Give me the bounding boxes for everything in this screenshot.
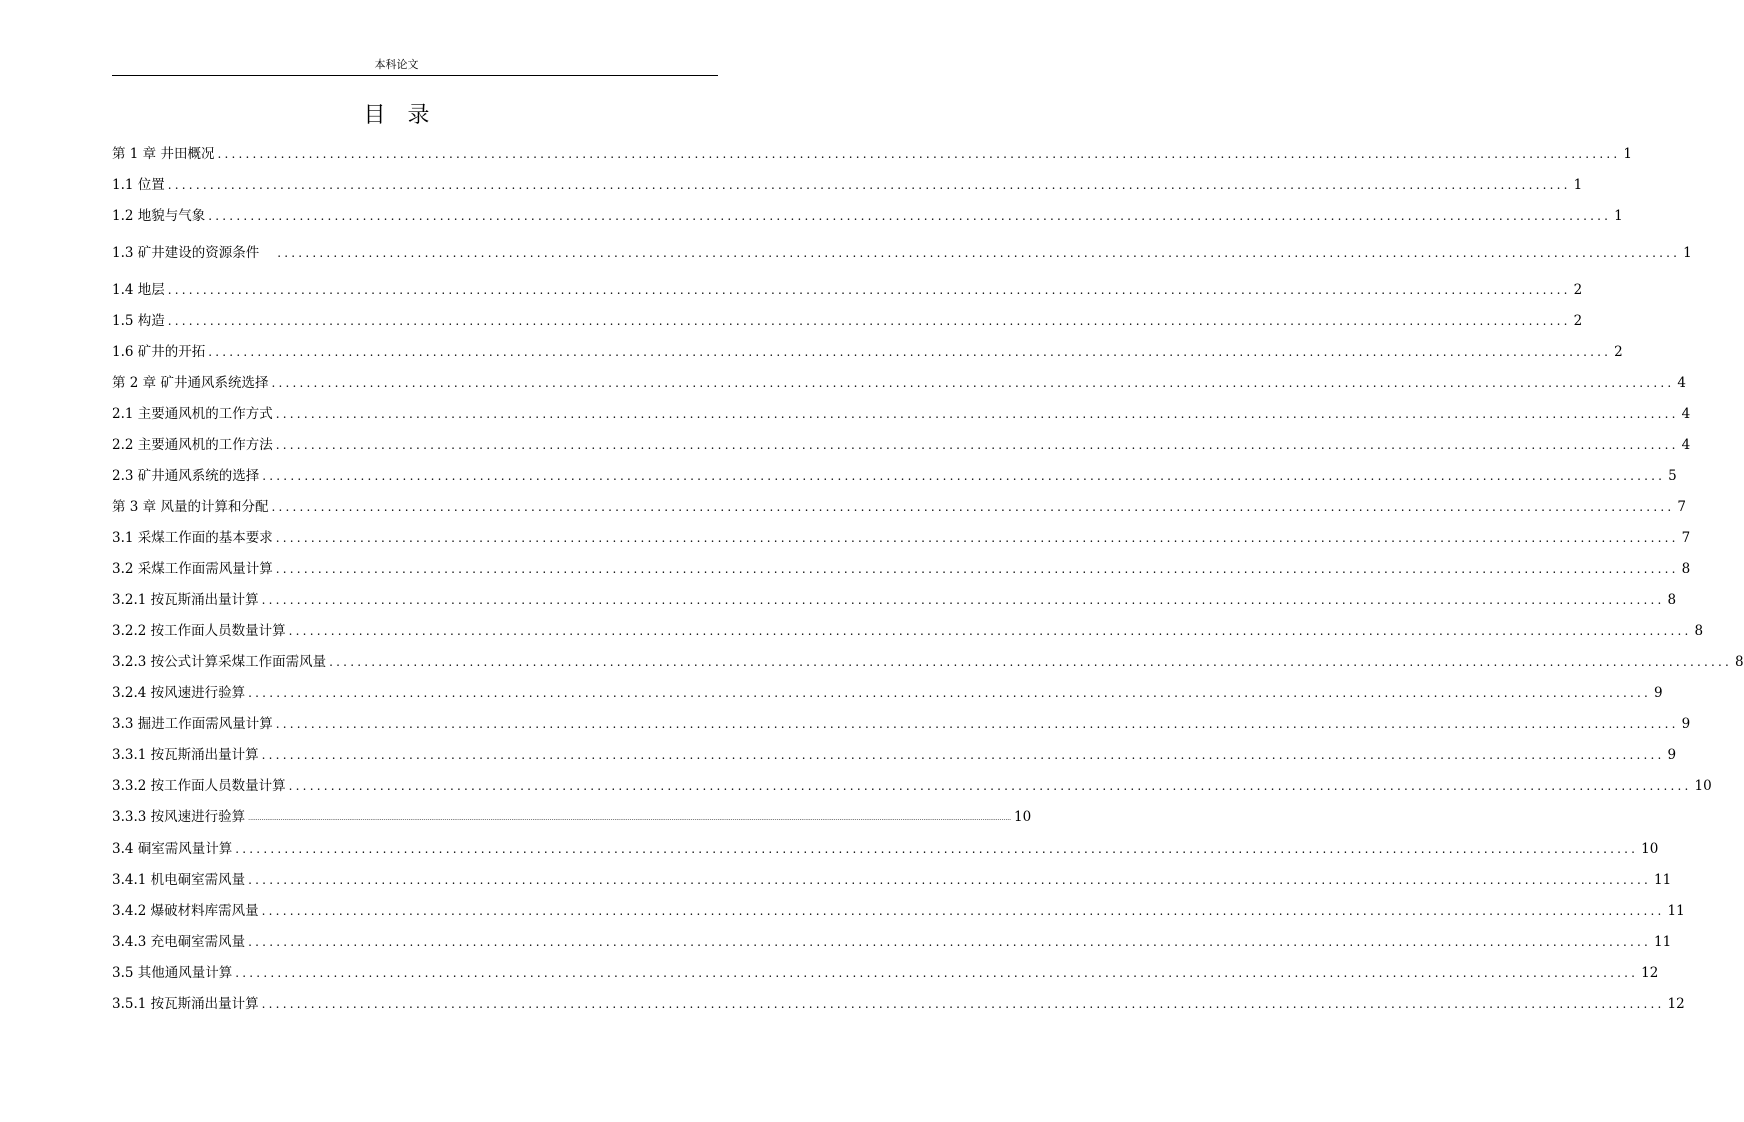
toc-entry[interactable]	[112, 898, 1685, 920]
toc-title: 目录	[363, 103, 452, 128]
toc-entry[interactable]	[112, 867, 1672, 889]
toc-leader-dots: ................................................................................................................................................................................................................................................................................................................................................................................................................	[248, 815, 1012, 822]
toc-entry-page: 4	[1681, 406, 1691, 422]
toc-entry-label: 3.2.3 按公式计算采煤工作面需风量	[112, 654, 327, 670]
toc-entry-page: 10	[1641, 841, 1659, 857]
toc-entry-page: 9	[1681, 716, 1691, 732]
toc-entry[interactable]	[112, 618, 1704, 640]
toc-entry-label: 3.3.1 按瓦斯涌出量计算	[112, 747, 259, 763]
toc-leader-dots: ........................................................................................................................................................................................................	[262, 469, 1666, 483]
toc-entry[interactable]	[112, 991, 1685, 1013]
toc-entry-page: 2	[1573, 282, 1583, 298]
toc-leader-dots: ........................................................................................................................................................................................................	[275, 438, 1679, 452]
toc-entry-label: 3.3 掘进工作面需风量计算	[112, 716, 273, 732]
toc-entry[interactable]	[112, 141, 1632, 163]
toc-entry-page: 2	[1573, 313, 1583, 329]
toc-entry-label: 3.1 采煤工作面的基本要求	[112, 530, 273, 546]
toc-entry-page: 7	[1681, 530, 1691, 546]
toc-entry-label: 1.6 矿井的开拓	[112, 344, 206, 360]
toc-entry[interactable]	[112, 556, 1691, 578]
toc-entry-page: 1	[1614, 208, 1623, 224]
toc-entry[interactable]	[112, 432, 1691, 454]
toc-leader-dots: ........................................................................................................................................................................................................	[248, 873, 1652, 887]
toc-leader-dots: ........................................................................................................................................................................................................	[248, 686, 1652, 700]
toc-entry[interactable]	[112, 587, 1677, 609]
toc-entry[interactable]	[112, 277, 1583, 299]
toc-entry-page: 10	[1014, 809, 1032, 825]
toc-entry-page: 7	[1677, 499, 1686, 515]
toc-leader-dots: ........................................................................................................................................................................................................	[261, 997, 1665, 1011]
toc-leader-dots: ........................................................................................................................................................................................................	[167, 283, 1571, 297]
toc-entry-page: 2	[1614, 344, 1623, 360]
toc-entry[interactable]	[112, 525, 1691, 547]
toc-leader-dots: ........................................................................................................................................................................................................	[167, 178, 1571, 192]
toc-entry-label: 3.4 硐室需风量计算	[112, 841, 233, 857]
toc-leader-dots: ........................................................................................................................................................................................................	[208, 345, 1612, 359]
toc-entry-label: 3.2 采煤工作面需风量计算	[112, 561, 273, 577]
toc-entry-label: 3.2.1 按瓦斯涌出量计算	[112, 592, 259, 608]
toc-entry[interactable]	[112, 463, 1677, 485]
toc-entry[interactable]	[112, 711, 1691, 733]
toc-entry-label: 3.5 其他通风量计算	[112, 965, 233, 981]
header-rule	[112, 75, 718, 76]
toc-entry[interactable]	[112, 339, 1623, 361]
toc-entry-label: 3.4.2 爆破材料库需风量	[112, 903, 259, 919]
toc-entry-label: 1.5 构造	[112, 313, 165, 329]
toc-entry[interactable]	[112, 804, 1032, 826]
toc-entry-label: 3.4.1 机电硐室需风量	[112, 872, 246, 888]
toc-leader-dots: ........................................................................................................................................................................................................	[275, 531, 1679, 545]
toc-leader-dots: ........................................................................................................................................................................................................	[248, 935, 1652, 949]
toc-entry-label: 2.3 矿井通风系统的选择	[112, 468, 260, 484]
toc-entry[interactable]	[112, 240, 1692, 262]
toc-entry[interactable]	[112, 370, 1686, 392]
toc-entry-label: 3.4.3 充电硐室需风量	[112, 934, 246, 950]
toc-entry[interactable]	[112, 773, 1712, 795]
toc-entry-label: 2.1 主要通风机的工作方式	[112, 406, 273, 422]
toc-entry-label: 2.2 主要通风机的工作方法	[112, 437, 273, 453]
toc-entry[interactable]	[112, 742, 1677, 764]
toc-entry-page: 9	[1654, 685, 1663, 701]
toc-leader-dots: ........................................................................................................................................................................................................	[208, 209, 1612, 223]
toc-entry-page: 4	[1681, 437, 1691, 453]
toc-entry-page: 11	[1654, 934, 1672, 950]
toc-entry-page: 8	[1667, 592, 1677, 608]
toc-leader-dots: ........................................................................................................................................................................................................	[167, 314, 1571, 328]
toc-entry-label: 3.2.4 按风速进行验算	[112, 685, 246, 701]
toc-leader-dots: ........................................................................................................................................................................................................	[235, 842, 1639, 856]
toc-leader-dots: ........................................................................................................................................................................................................	[235, 966, 1639, 980]
toc-leader-dots: ........................................................................................................................................................................................................	[277, 246, 1681, 260]
toc-entry-page: 5	[1668, 468, 1677, 484]
toc-entry[interactable]	[112, 308, 1583, 330]
toc-entry[interactable]	[112, 172, 1583, 194]
toc-leader-dots: ........................................................................................................................................................................................................	[329, 655, 1733, 669]
toc-entry-page: 11	[1654, 872, 1672, 888]
toc-entry-page: 9	[1667, 747, 1677, 763]
toc-entry[interactable]	[112, 649, 1744, 671]
toc-leader-dots: ........................................................................................................................................................................................................	[261, 748, 1665, 762]
toc-entry-page: 4	[1677, 375, 1686, 391]
toc-entry-page: 11	[1667, 903, 1685, 919]
toc-entry-page: 12	[1667, 996, 1685, 1012]
toc-leader-dots: ........................................................................................................................................................................................................	[275, 407, 1679, 421]
toc-leader-dots: ........................................................................................................................................................................................................	[217, 147, 1621, 161]
running-header: 本科论文	[374, 58, 419, 71]
toc-entry-label: 第 3 章 风量的计算和分配	[112, 499, 269, 515]
toc-leader-dots: ........................................................................................................................................................................................................	[288, 779, 1692, 793]
toc-entry[interactable]	[112, 401, 1691, 423]
toc-leader-dots: ........................................................................................................................................................................................................	[271, 376, 1675, 390]
toc-entry-label: 1.2 地貌与气象	[112, 208, 206, 224]
toc-entry-page: 8	[1681, 561, 1691, 577]
toc-entry-page: 1	[1683, 245, 1692, 261]
toc-leader-dots: ........................................................................................................................................................................................................	[275, 562, 1679, 576]
toc-entry-page: 12	[1641, 965, 1659, 981]
toc-entry[interactable]	[112, 836, 1659, 858]
toc-entry-page: 10	[1694, 778, 1712, 794]
toc-leader-dots: ........................................................................................................................................................................................................	[275, 717, 1679, 731]
toc-entry-label: 第 2 章 矿井通风系统选择	[112, 375, 269, 391]
toc-entry[interactable]	[112, 494, 1686, 516]
toc-leader-dots: ........................................................................................................................................................................................................	[271, 500, 1675, 514]
toc-leader-dots: ........................................................................................................................................................................................................	[261, 593, 1665, 607]
toc-entry-label: 3.2.2 按工作面人员数量计算	[112, 623, 286, 639]
toc-entry-label: 3.5.1 按瓦斯涌出量计算	[112, 996, 259, 1012]
toc-leader-dots: ........................................................................................................................................................................................................	[288, 624, 1692, 638]
toc-entry-page: 1	[1623, 146, 1632, 162]
toc-entry-page: 1	[1573, 177, 1583, 193]
toc-entry[interactable]	[112, 680, 1663, 702]
toc-entry-label: 3.3.3 按风速进行验算	[112, 809, 246, 825]
toc-leader-dots: ........................................................................................................................................................................................................	[261, 904, 1665, 918]
toc-entry-page: 8	[1735, 654, 1744, 670]
toc-entry-label: 1.3 矿井建设的资源条件	[112, 245, 260, 261]
toc-entry[interactable]	[112, 929, 1672, 951]
toc-entry-page: 8	[1694, 623, 1704, 639]
toc-entry[interactable]	[112, 203, 1623, 225]
toc-entry-label: 第 1 章 井田概况	[112, 146, 215, 162]
toc-entry-label: 3.3.2 按工作面人员数量计算	[112, 778, 286, 794]
toc-entry-label: 1.4 地层	[112, 282, 165, 298]
toc-entry-label: 1.1 位置	[112, 177, 165, 193]
toc-entry[interactable]	[112, 960, 1659, 982]
